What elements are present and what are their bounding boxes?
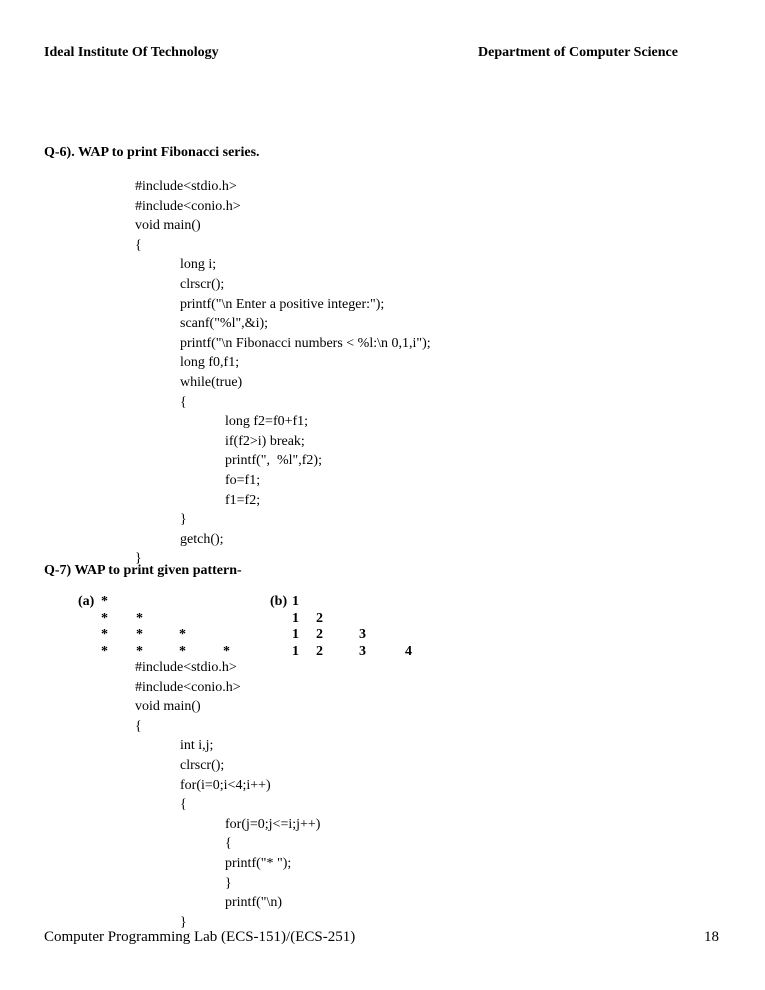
code-line: for(j=0;j<=i;j++) [225,816,321,832]
question-7-title: Q-7) WAP to print given pattern- [44,563,242,578]
pattern-cell: 2 [316,643,323,659]
q6-code-block [135,177,431,569]
code-line: #include<stdio.h> [135,179,237,194]
pattern-cell: 3 [359,627,366,642]
code-line: printf(", %l",f2); [225,453,322,469]
page-number: 18 [704,929,719,945]
pattern-cell: * [101,610,108,626]
code-line: #include<conio.h> [135,679,241,695]
code-line: if(f2>i) break; [225,433,305,449]
pattern-label: (b) [270,594,288,609]
code-line: { [180,394,187,410]
pattern-cell: 1 [292,643,299,659]
code-line: fo=f1; [225,472,261,488]
pattern-cell: 4 [405,643,412,659]
header-institute: Ideal Institute Of Technology [44,45,219,60]
code-line: } [225,875,232,891]
code-line: while(true) [180,374,243,390]
pattern-label: (a) [78,594,95,609]
code-line: getch(); [180,531,224,547]
pattern-cell: * [179,643,186,659]
code-line: void main() [135,218,201,234]
footer-course: Computer Programming Lab (ECS-151)/(ECS-251) [44,929,356,945]
code-line: { [225,836,232,852]
code-line: } [135,551,142,567]
pattern-cell: * [179,627,186,642]
pattern-cell: * [136,643,143,659]
code-line: { [135,718,142,734]
pattern-cell: * [101,627,108,642]
code-line: { [135,237,142,253]
code-line: f1=f2; [225,492,261,508]
pattern-cell: 2 [316,627,323,642]
pattern-cell: * [136,610,143,626]
code-line: scanf("%l",&i); [180,316,269,332]
pattern-cell: * [223,643,230,659]
code-line: clrscr(); [180,757,225,773]
pattern-cell: 2 [316,610,323,626]
code-line: } [180,512,187,528]
code-line: printf("\n Enter a positive integer:"); [180,296,385,312]
code-line: void main() [135,699,201,715]
code-line: for(i=0;i<4;i++) [180,777,271,793]
pattern-cell: * [101,594,108,609]
q7-code-block [135,658,320,932]
pattern-cell: * [101,643,108,659]
code-line: printf("\n) [225,895,283,911]
header-department: Department of Computer Science [478,45,678,60]
question-6-title: Q-6). WAP to print Fibonacci series. [44,145,260,160]
code-line: long i; [180,257,217,273]
pattern-cell: 1 [292,610,299,626]
pattern-cell: 1 [292,627,299,642]
code-line: long f0,f1; [180,355,240,371]
pattern-cell: 1 [292,594,299,609]
pattern-cell: * [136,627,143,642]
code-line: long f2=f0+f1; [225,414,309,430]
code-line: clrscr(); [180,276,225,292]
code-line: printf("* "); [225,855,292,871]
code-line: printf("\n Fibonacci numbers < %l:\n 0,1,i"); [180,335,431,351]
code-line: #include<conio.h> [135,198,241,214]
pattern-cell: 3 [359,643,366,659]
code-line: #include<stdio.h> [135,660,237,675]
code-line: int i,j; [180,738,214,754]
code-line: } [180,914,187,930]
code-line: { [180,797,187,813]
